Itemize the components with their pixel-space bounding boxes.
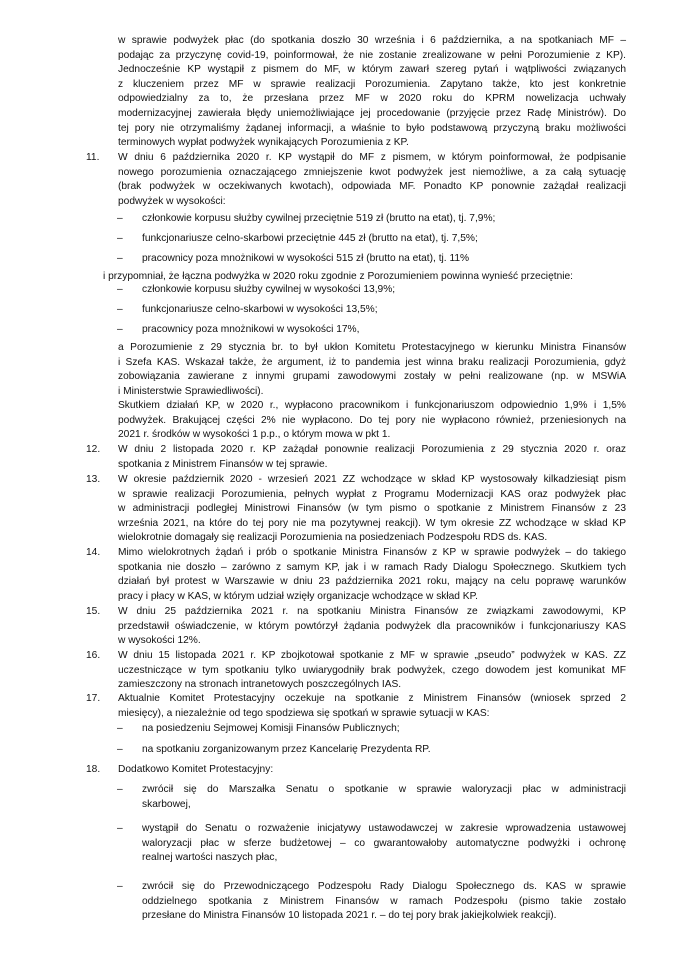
text-line: oddzielnego spotkania z Ministrem Finansów w ramach Podzespołu (pismo takie zostało — [142, 895, 626, 907]
text-line: zamieszczony na stronach intranetowych poszczególnych IAS. — [118, 679, 402, 691]
list-number: 14. — [86, 547, 101, 558]
text-line: W okresie październik 2020 - wrzesień 2021 ZZ wchodzące w skład KP wystosowały kilkadziesiąt pism — [118, 474, 626, 485]
text-line: września 2021, na które do tej pory nie ma pozytywnej reakcji). W tym okresie ZZ wchodzące w skład KP — [118, 517, 626, 529]
list-item: funkcjonariusze celno-skarbowi przeciętnie 445 zł (brutto na etat), tj. 7,5%; — [142, 233, 478, 244]
text-line: w sprawie realizacji Porozumienia, pełnych wypłat z Programu Modernizacji KAS oraz podwyżek płac — [118, 488, 626, 500]
list-item — [142, 783, 626, 812]
dash-bullet: – — [117, 823, 123, 834]
text-line: realnej wartości naszych płac, — [142, 852, 278, 864]
text-line: a Porozumienie z 29 stycznia br. to był ukłon Komitetu Protestacyjnego w kierunku Ministra Finansów — [118, 342, 626, 353]
item-11-middle: i przypomniał, że łączna podwyżka w 2020 roku zgodnie z Porozumieniem powinna wynieść przeciętnie: — [103, 271, 573, 282]
dash-bullet: – — [117, 784, 123, 795]
text-line: Jednocześnie KP wystąpił z pismem do MF, w którym zawarł szereg pytań i wątpliwości związanych — [118, 64, 626, 76]
item-11-intro — [118, 151, 626, 209]
item-17 — [118, 692, 626, 721]
text-line: działań był protest w Warszawie w dniu 23 października 2021 roku, mający na celu poprawę warunków — [118, 576, 626, 588]
item-11-effect — [118, 399, 626, 443]
text-line: W dniu 15 listopada 2021 r. KP zbojkotował spotkanie z MF w sprawie „pseudo” podwyżek w KAS. ZZ — [118, 650, 626, 661]
text-line: 2021 r. środków w wysokości 1 p.p., o którym mowa w pkt 1. — [118, 429, 391, 441]
list-item — [142, 880, 626, 924]
text-line: wielokrotnie domagały się realizacji Porozumienia na posiedzeniach Podzespołu RDS ds. KAS. — [118, 532, 548, 544]
text-line: zwrócił się do Marszałka Senatu o spotkanie w sprawie waloryzacji płac w administracji — [142, 784, 626, 795]
text-line: w sprawie podwyżek płac (do spotkania doszło 30 września i 6 października, a na spotkaniach MF – — [118, 35, 626, 46]
dash-bullet: – — [117, 744, 123, 755]
text-line: modernizacyjnej zawierała błędy uniemożliwiające jej procedowanie (przyjęcie przez Radę Ministrów). Do — [118, 107, 626, 119]
list-number: 12. — [86, 444, 101, 455]
dash-bullet: – — [117, 284, 123, 295]
item-14 — [118, 546, 626, 604]
text-line: i Ministerstwie Sprawiedliwości). — [118, 385, 264, 397]
text-line: podwyżek. Brakującej części 2% nie wypłacono. Do tej pory nie wypłacono również, przeniesionych na — [118, 414, 626, 426]
list-number: 15. — [86, 606, 101, 617]
dash-bullet: – — [117, 723, 123, 734]
text-line: tej pory nie otrzymaliśmy żądanej informacji, a właśnie to było podstawową przyczyną braku możliwości — [118, 122, 626, 134]
text-line: w wysokości 12%. — [118, 635, 201, 647]
text-line: zobowiązania zawierane z innymi grupami zawodowymi zostały w pełni realizowane (np. w MSWiA — [118, 371, 626, 383]
item-12 — [118, 443, 626, 472]
list-number: 17. — [86, 693, 101, 704]
list-item: na spotkaniu zorganizowanym przez Kancelarię Prezydenta RP. — [142, 744, 431, 755]
list-number: 18. — [86, 764, 101, 775]
dash-bullet: – — [117, 304, 123, 315]
text-line: (brak podwyżek w oczekiwanych kwotach), odpowiada MF. Ponadto KP ponownie zażądał realizacji — [118, 181, 626, 193]
dash-bullet: – — [117, 233, 123, 244]
item-15 — [118, 605, 626, 649]
text-line: spotkania nie doszło – zarówno z samym KP, jak i w ramach Rady Dialogu Społecznego. Skutkiem tych — [118, 561, 626, 573]
text-line: spotkania z Ministrem Finansów w tej sprawie. — [118, 458, 328, 470]
text-line: w administracji podległej Ministrowi Finansów (w tym pismo o spotkanie z Ministrem Finansów z 23 — [118, 503, 626, 515]
text-line: przesłane do Ministra Finansów 10 listopada 2021 r. – do tej pory brak jakiejkolwiek reakcji). — [142, 910, 557, 922]
text-line: terminowych wypłat podwyżek wynikających Porozumienia z KP. — [118, 137, 409, 149]
dash-bullet: – — [117, 881, 123, 892]
item-13 — [118, 473, 626, 546]
text-line: miesięcy), a niezależnie od tego spodziewa się spotkań w sprawie sytuacji w KAS: — [118, 707, 490, 719]
text-line: zwrócił się do Przewodniczącego Podzespołu Rady Dialogu Społecznego ds. KAS w sprawie — [142, 881, 626, 892]
text-line: W dniu 6 października 2020 r. KP wystąpił do MF z pismem, w którym poinformował, że podpisanie — [118, 152, 626, 163]
text-line: i Szefa KAS. Wskazał także, że argument, iż to pandemia jest winna braku realizacji Porozumienia, gdyż — [118, 356, 626, 368]
item-16 — [118, 649, 626, 693]
text-line: pracy i płacy w KAS, w którym udział wzięły organizacje wchodzące w skład KP. — [118, 590, 478, 602]
item-18-intro: Dodatkowo Komitet Protestacyjny: — [118, 764, 274, 775]
list-item: członkowie korpusu służby cywilnej w wysokości 13,9%; — [142, 284, 396, 295]
text-line: wystąpił do Senatu o rozważenie inicjatywy ustawodawczej w zakresie wprowadzenia ustawowej — [142, 823, 626, 834]
dash-bullet: – — [117, 213, 123, 224]
list-item: funkcjonariusze celno-skarbowi w wysokości 13,5%; — [142, 304, 378, 315]
text-line: nowego porozumienia oznaczającego zmniejszenie kwot podwyżek jest niemożliwe, a za całą sytuację — [118, 166, 626, 178]
list-number: 13. — [86, 474, 101, 485]
list-item: pracownicy poza mnożnikowi w wysokości 515 zł (brutto na etat), tj. 11% — [142, 253, 470, 264]
dash-bullet: – — [117, 324, 123, 335]
list-number: 11. — [86, 152, 100, 163]
continuation-paragraph — [118, 34, 626, 151]
list-item: na posiedzeniu Sejmowej Komisji Finansów Publicznych; — [142, 723, 400, 734]
text-line: podwyżek w wysokości: — [118, 195, 226, 207]
list-number: 16. — [86, 650, 101, 661]
text-line: skarbowej, — [142, 798, 191, 810]
text-line: odpowiedzialny za to, że przesłana przez MF w 2020 roku do KPRM nowelizacja uchwały — [118, 93, 626, 105]
list-item: pracownicy poza mnożnikowi w wysokości 17%, — [142, 324, 360, 335]
list-item — [142, 822, 626, 866]
item-11-after — [118, 341, 626, 399]
text-line: Mimo wielokrotnych żądań i prób o spotkanie Ministra Finansów z KP w sprawie podwyżek – do takiego — [118, 547, 626, 558]
text-line: podając za przyczynę covid-19, poinformował, że nie zostanie zrealizowane w pełni Porozumienie z KP). — [118, 49, 626, 61]
text-line: waloryzacji płac w sferze budżetowej – co gwarantowałoby automatyczne podwyżki i ochronę — [142, 837, 626, 849]
list-item: członkowie korpusu służby cywilnej przeciętnie 519 zł (brutto na etat), tj. 7,9%; — [142, 213, 496, 224]
text-line: W dniu 25 października 2021 r. na spotkaniu Ministra Finansów ze związkami zawodowymi, KP — [118, 606, 626, 617]
text-line: W dniu 2 listopada 2020 r. KP zażądał ponownie realizacji Porozumienia z 29 stycznia 2020 r. oraz — [118, 444, 626, 455]
text-line: uczestniczące w tym spotkaniu tylko uwiarygodniły brak podwyżek, czego dowodem jest komunikat MF — [118, 664, 626, 676]
text-line: przedstawił oświadczenie, w którym powtórzył żądania podwyżek dla pracowników i funkcjonariuszy KAS — [118, 620, 626, 632]
text-line: Aktualnie Komitet Protestacyjny oczekuje na spotkanie z Ministrem Finansów (wniosek sprzed 2 — [118, 693, 626, 704]
text-line: Skutkiem działań KP, w 2020 r., wypłacono pracownikom i funkcjonariuszom odpowiednio 1,9% i 1,5% — [118, 400, 626, 411]
dash-bullet: – — [117, 253, 123, 264]
text-line: z kluczeniem przez MF w sprawie realizacji Porozumienia. Zapytano także, kto jest konkretnie — [118, 78, 626, 90]
